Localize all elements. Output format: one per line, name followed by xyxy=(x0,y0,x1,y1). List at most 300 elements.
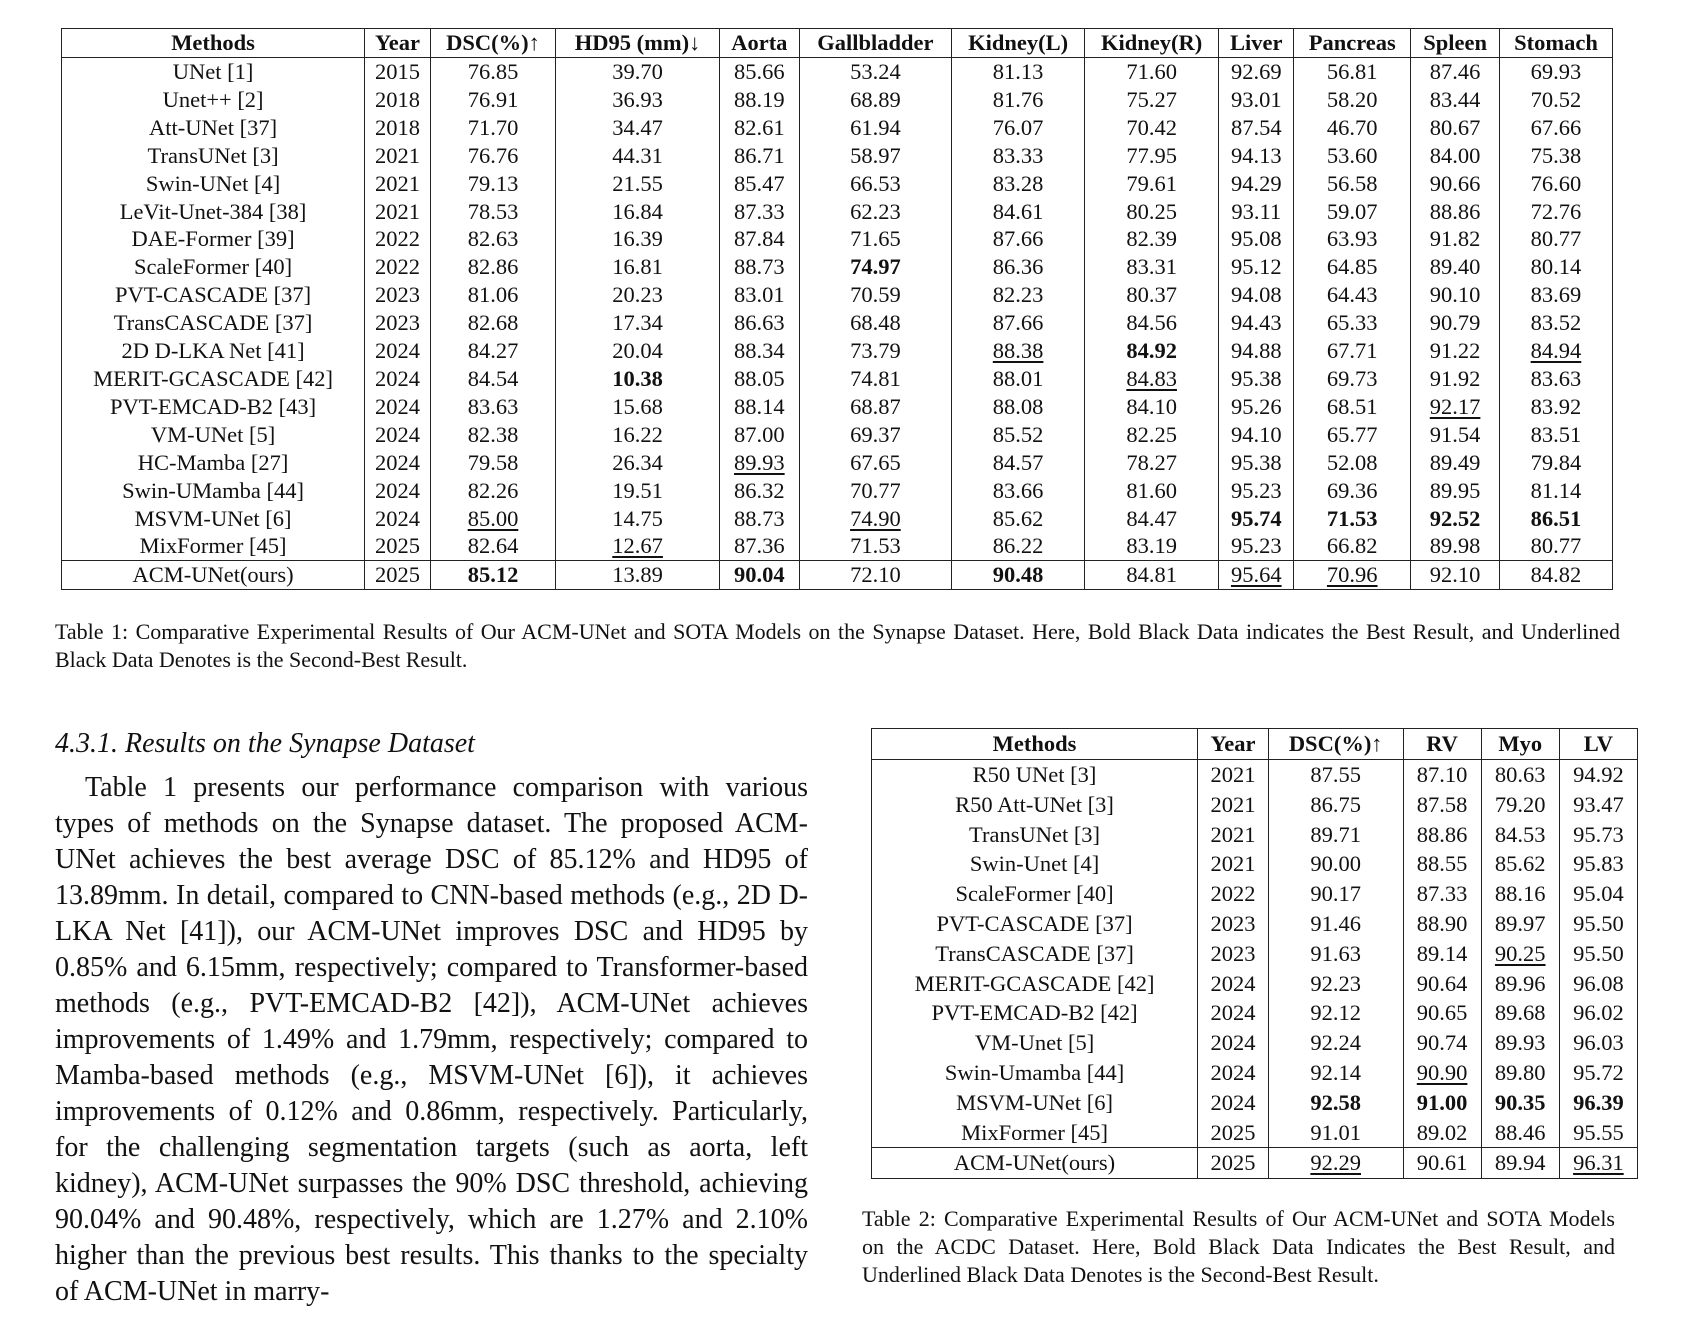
value-cell: 85.62 xyxy=(952,505,1085,533)
value-cell: 79.13 xyxy=(430,170,555,198)
value-cell: 2022 xyxy=(1198,879,1269,909)
value-cell: 92.69 xyxy=(1219,58,1294,86)
value-cell: 69.36 xyxy=(1294,477,1411,505)
value-cell: 2018 xyxy=(365,86,431,114)
value-cell: 67.71 xyxy=(1294,337,1411,365)
value-cell: 14.75 xyxy=(556,505,720,533)
value-cell: 88.08 xyxy=(952,393,1085,421)
method-cell: VM-UNet [5] xyxy=(62,421,365,449)
synapse-results-table xyxy=(61,28,1613,590)
table-header-row xyxy=(872,729,1638,760)
value-cell: 95.83 xyxy=(1559,849,1637,879)
value-cell: 80.77 xyxy=(1499,225,1612,253)
value-cell: 16.22 xyxy=(556,421,720,449)
value-cell: 82.61 xyxy=(720,114,799,142)
column-header: Kidney(L) xyxy=(952,29,1085,58)
value-cell: 92.10 xyxy=(1411,561,1500,590)
value-cell: 84.82 xyxy=(1499,561,1612,590)
value-cell: 2024 xyxy=(365,421,431,449)
value-cell: 76.60 xyxy=(1499,170,1612,198)
method-cell: Swin-Umamba [44] xyxy=(872,1058,1198,1088)
value-cell: 82.68 xyxy=(430,309,555,337)
value-cell: 90.79 xyxy=(1411,309,1500,337)
value-cell: 90.25 xyxy=(1481,939,1559,969)
value-cell: 83.31 xyxy=(1085,253,1219,281)
value-cell: 91.22 xyxy=(1411,337,1500,365)
acdc-results-table xyxy=(871,728,1638,1179)
method-cell: Swin-UNet [4] xyxy=(62,170,365,198)
method-cell: R50 UNet [3] xyxy=(872,760,1198,790)
value-cell: 83.66 xyxy=(952,477,1085,505)
value-cell: 83.63 xyxy=(1499,365,1612,393)
value-cell: 2024 xyxy=(365,449,431,477)
table-row xyxy=(62,337,1613,365)
value-cell: 56.81 xyxy=(1294,58,1411,86)
value-cell: 76.07 xyxy=(952,114,1085,142)
value-cell: 85.12 xyxy=(430,561,555,590)
value-cell: 91.54 xyxy=(1411,421,1500,449)
value-cell: 84.53 xyxy=(1481,820,1559,850)
value-cell: 79.84 xyxy=(1499,449,1612,477)
value-cell: 62.23 xyxy=(799,198,952,226)
table-row xyxy=(872,939,1638,969)
table-row xyxy=(62,198,1613,226)
column-header: Myo xyxy=(1481,729,1559,760)
value-cell: 88.34 xyxy=(720,337,799,365)
value-cell: 89.97 xyxy=(1481,909,1559,939)
value-cell: 71.70 xyxy=(430,114,555,142)
method-cell: UNet [1] xyxy=(62,58,365,86)
column-header: Methods xyxy=(872,729,1198,760)
value-cell: 78.53 xyxy=(430,198,555,226)
value-cell: 79.58 xyxy=(430,449,555,477)
method-cell: MERIT-GCASCADE [42] xyxy=(872,969,1198,999)
value-cell: 2025 xyxy=(365,532,431,560)
table-row xyxy=(872,1118,1638,1148)
value-cell: 82.86 xyxy=(430,253,555,281)
value-cell: 53.24 xyxy=(799,58,952,86)
value-cell: 58.20 xyxy=(1294,86,1411,114)
value-cell: 88.86 xyxy=(1411,198,1500,226)
method-cell: DAE-Former [39] xyxy=(62,225,365,253)
method-cell: PVT-EMCAD-B2 [42] xyxy=(872,998,1198,1028)
method-cell: TransCASCADE [37] xyxy=(62,309,365,337)
value-cell: 84.81 xyxy=(1085,561,1219,590)
value-cell: 2023 xyxy=(365,281,431,309)
value-cell: 96.03 xyxy=(1559,1028,1637,1058)
value-cell: 2025 xyxy=(1198,1118,1269,1148)
table-row xyxy=(62,58,1613,86)
value-cell: 89.14 xyxy=(1403,939,1481,969)
value-cell: 88.19 xyxy=(720,86,799,114)
value-cell: 91.82 xyxy=(1411,225,1500,253)
column-header: Aorta xyxy=(720,29,799,58)
value-cell: 87.58 xyxy=(1403,790,1481,820)
value-cell: 85.47 xyxy=(720,170,799,198)
value-cell: 69.37 xyxy=(799,421,952,449)
value-cell: 79.20 xyxy=(1481,790,1559,820)
value-cell: 85.52 xyxy=(952,421,1085,449)
value-cell: 95.64 xyxy=(1219,561,1294,590)
method-cell: ACM-UNet(ours) xyxy=(62,561,365,590)
value-cell: 84.10 xyxy=(1085,393,1219,421)
value-cell: 89.93 xyxy=(720,449,799,477)
table-row xyxy=(62,309,1613,337)
value-cell: 88.01 xyxy=(952,365,1085,393)
value-cell: 82.25 xyxy=(1085,421,1219,449)
value-cell: 88.14 xyxy=(720,393,799,421)
value-cell: 86.22 xyxy=(952,532,1085,560)
value-cell: 87.33 xyxy=(1403,879,1481,909)
value-cell: 94.88 xyxy=(1219,337,1294,365)
value-cell: 95.08 xyxy=(1219,225,1294,253)
value-cell: 92.12 xyxy=(1268,998,1403,1028)
table-row xyxy=(62,253,1613,281)
value-cell: 88.05 xyxy=(720,365,799,393)
column-header: Kidney(R) xyxy=(1085,29,1219,58)
value-cell: 90.35 xyxy=(1481,1088,1559,1118)
section-heading: 4.3.1. Results on the Synapse Dataset xyxy=(55,728,475,759)
value-cell: 89.49 xyxy=(1411,449,1500,477)
value-cell: 34.47 xyxy=(556,114,720,142)
value-cell: 2023 xyxy=(1198,939,1269,969)
paragraph-text: Table 1 presents our performance comparison with various types of methods on the Synapse dataset. The proposed ACM-UNet achieves the best average DSC of 85.12% and HD95 of 13.89mm. In detail, compared to CNN-based methods (e.g., 2D D-LKA Net [41]), our ACM-UNet improves DSC and HD95 by 0.85% and 6.15mm, respectively; compared to Transformer-based methods (e.g., PVT-EMCAD-B2 [42]), ACM-UNet achieves improvements of 1.49% and 1.79mm, respectively; compared to Mamba-based methods (e.g., MSVM-UNet [6]), it achieves improvements of 0.12% and 0.86mm, respectively. Particularly, for the challenging segmentation targets (such as aorta, left kidney), ACM-UNet surpasses the 90% DSC threshold, achieving 90.04% and 90.48%, respectively, which are 1.27% and 2.10% higher than the previous best results. This thanks to the specialty of ACM-UNet in marry- xyxy=(55,772,808,1307)
column-header: Pancreas xyxy=(1294,29,1411,58)
value-cell: 86.75 xyxy=(1268,790,1403,820)
table-row xyxy=(872,760,1638,790)
value-cell: 19.51 xyxy=(556,477,720,505)
method-cell: HC-Mamba [27] xyxy=(62,449,365,477)
value-cell: 68.51 xyxy=(1294,393,1411,421)
value-cell: 92.52 xyxy=(1411,505,1500,533)
value-cell: 80.77 xyxy=(1499,532,1612,560)
table-row xyxy=(872,969,1638,999)
value-cell: 93.01 xyxy=(1219,86,1294,114)
value-cell: 20.04 xyxy=(556,337,720,365)
table-row xyxy=(872,790,1638,820)
value-cell: 85.62 xyxy=(1481,849,1559,879)
value-cell: 2024 xyxy=(1198,1088,1269,1118)
value-cell: 83.01 xyxy=(720,281,799,309)
value-cell: 70.96 xyxy=(1294,561,1411,590)
value-cell: 58.97 xyxy=(799,142,952,170)
value-cell: 80.14 xyxy=(1499,253,1612,281)
column-header: Gallbladder xyxy=(799,29,952,58)
value-cell: 67.65 xyxy=(799,449,952,477)
value-cell: 88.55 xyxy=(1403,849,1481,879)
table-row xyxy=(62,281,1613,309)
value-cell: 80.37 xyxy=(1085,281,1219,309)
value-cell: 89.93 xyxy=(1481,1028,1559,1058)
method-cell: Swin-Unet [4] xyxy=(872,849,1198,879)
value-cell: 26.34 xyxy=(556,449,720,477)
value-cell: 70.52 xyxy=(1499,86,1612,114)
value-cell: 74.90 xyxy=(799,505,952,533)
table-header-row xyxy=(62,29,1613,58)
value-cell: 12.67 xyxy=(556,532,720,560)
value-cell: 84.83 xyxy=(1085,365,1219,393)
value-cell: 36.93 xyxy=(556,86,720,114)
value-cell: 70.42 xyxy=(1085,114,1219,142)
value-cell: 82.38 xyxy=(430,421,555,449)
method-cell: ACM-UNet(ours) xyxy=(872,1148,1198,1179)
value-cell: 2024 xyxy=(1198,1058,1269,1088)
value-cell: 2023 xyxy=(1198,909,1269,939)
value-cell: 93.47 xyxy=(1559,790,1637,820)
value-cell: 95.72 xyxy=(1559,1058,1637,1088)
value-cell: 82.63 xyxy=(430,225,555,253)
table-row xyxy=(872,1058,1638,1088)
method-cell: TransUNet [3] xyxy=(872,820,1198,850)
value-cell: 69.73 xyxy=(1294,365,1411,393)
value-cell: 92.23 xyxy=(1268,969,1403,999)
value-cell: 84.61 xyxy=(952,198,1085,226)
value-cell: 53.60 xyxy=(1294,142,1411,170)
value-cell: 87.36 xyxy=(720,532,799,560)
value-cell: 94.08 xyxy=(1219,281,1294,309)
value-cell: 16.84 xyxy=(556,198,720,226)
value-cell: 83.51 xyxy=(1499,421,1612,449)
value-cell: 2025 xyxy=(1198,1148,1269,1179)
column-header: Methods xyxy=(62,29,365,58)
method-cell: Unet++ [2] xyxy=(62,86,365,114)
table-row xyxy=(62,365,1613,393)
value-cell: 88.73 xyxy=(720,505,799,533)
table-row xyxy=(62,142,1613,170)
table-row xyxy=(62,114,1613,142)
value-cell: 87.66 xyxy=(952,225,1085,253)
table-row xyxy=(872,849,1638,879)
value-cell: 83.69 xyxy=(1499,281,1612,309)
value-cell: 95.26 xyxy=(1219,393,1294,421)
value-cell: 96.39 xyxy=(1559,1088,1637,1118)
value-cell: 80.67 xyxy=(1411,114,1500,142)
value-cell: 91.01 xyxy=(1268,1118,1403,1148)
value-cell: 90.04 xyxy=(720,561,799,590)
value-cell: 92.24 xyxy=(1268,1028,1403,1058)
value-cell: 90.17 xyxy=(1268,879,1403,909)
method-cell: 2D D-LKA Net [41] xyxy=(62,337,365,365)
value-cell: 87.54 xyxy=(1219,114,1294,142)
value-cell: 89.02 xyxy=(1403,1118,1481,1148)
value-cell: 91.63 xyxy=(1268,939,1403,969)
value-cell: 87.33 xyxy=(720,198,799,226)
value-cell: 65.33 xyxy=(1294,309,1411,337)
value-cell: 2024 xyxy=(365,365,431,393)
method-cell: MixFormer [45] xyxy=(872,1118,1198,1148)
value-cell: 90.64 xyxy=(1403,969,1481,999)
value-cell: 76.91 xyxy=(430,86,555,114)
value-cell: 90.74 xyxy=(1403,1028,1481,1058)
value-cell: 81.06 xyxy=(430,281,555,309)
value-cell: 88.86 xyxy=(1403,820,1481,850)
value-cell: 82.26 xyxy=(430,477,555,505)
method-cell: Swin-UMamba [44] xyxy=(62,477,365,505)
value-cell: 95.55 xyxy=(1559,1118,1637,1148)
value-cell: 90.61 xyxy=(1403,1148,1481,1179)
value-cell: 2022 xyxy=(365,253,431,281)
value-cell: 2021 xyxy=(1198,790,1269,820)
value-cell: 89.71 xyxy=(1268,820,1403,850)
value-cell: 63.93 xyxy=(1294,225,1411,253)
value-cell: 82.39 xyxy=(1085,225,1219,253)
value-cell: 84.47 xyxy=(1085,505,1219,533)
method-cell: MSVM-UNet [6] xyxy=(62,505,365,533)
column-header: LV xyxy=(1559,729,1637,760)
section-paragraph xyxy=(55,770,808,1310)
value-cell: 95.73 xyxy=(1559,820,1637,850)
value-cell: 71.53 xyxy=(1294,505,1411,533)
column-header: Spleen xyxy=(1411,29,1500,58)
value-cell: 64.85 xyxy=(1294,253,1411,281)
value-cell: 95.74 xyxy=(1219,505,1294,533)
value-cell: 76.85 xyxy=(430,58,555,86)
value-cell: 85.66 xyxy=(720,58,799,86)
value-cell: 95.12 xyxy=(1219,253,1294,281)
value-cell: 70.59 xyxy=(799,281,952,309)
method-cell: ScaleFormer [40] xyxy=(872,879,1198,909)
value-cell: 2025 xyxy=(365,561,431,590)
value-cell: 2024 xyxy=(365,393,431,421)
value-cell: 87.55 xyxy=(1268,760,1403,790)
column-header: HD95 (mm)↓ xyxy=(556,29,720,58)
value-cell: 95.50 xyxy=(1559,909,1637,939)
value-cell: 84.92 xyxy=(1085,337,1219,365)
value-cell: 66.53 xyxy=(799,170,952,198)
value-cell: 81.13 xyxy=(952,58,1085,86)
value-cell: 2021 xyxy=(1198,849,1269,879)
value-cell: 83.44 xyxy=(1411,86,1500,114)
value-cell: 83.19 xyxy=(1085,532,1219,560)
table-row xyxy=(872,879,1638,909)
value-cell: 82.64 xyxy=(430,532,555,560)
value-cell: 88.46 xyxy=(1481,1118,1559,1148)
value-cell: 90.90 xyxy=(1403,1058,1481,1088)
value-cell: 90.66 xyxy=(1411,170,1500,198)
method-cell: PVT-EMCAD-B2 [43] xyxy=(62,393,365,421)
table-row xyxy=(872,998,1638,1028)
column-header: RV xyxy=(1403,729,1481,760)
table-row xyxy=(872,1088,1638,1118)
value-cell: 78.27 xyxy=(1085,449,1219,477)
value-cell: 88.90 xyxy=(1403,909,1481,939)
value-cell: 89.98 xyxy=(1411,532,1500,560)
method-cell: MSVM-UNet [6] xyxy=(872,1088,1198,1118)
table-row xyxy=(62,86,1613,114)
table2-caption: Table 2: Comparative Experimental Results of Our ACM-UNet and SOTA Models on the ACDC Dataset. Here, Bold Black Data Indicates the Best Result, and Underlined Black Data Denotes is the Second-Best Result. xyxy=(862,1206,1615,1287)
value-cell: 2018 xyxy=(365,114,431,142)
value-cell: 64.43 xyxy=(1294,281,1411,309)
value-cell: 92.14 xyxy=(1268,1058,1403,1088)
value-cell: 10.38 xyxy=(556,365,720,393)
value-cell: 89.40 xyxy=(1411,253,1500,281)
value-cell: 87.46 xyxy=(1411,58,1500,86)
value-cell: 69.93 xyxy=(1499,58,1612,86)
value-cell: 88.16 xyxy=(1481,879,1559,909)
table-row xyxy=(62,532,1613,560)
value-cell: 20.23 xyxy=(556,281,720,309)
value-cell: 75.27 xyxy=(1085,86,1219,114)
value-cell: 71.53 xyxy=(799,532,952,560)
value-cell: 65.77 xyxy=(1294,421,1411,449)
value-cell: 83.28 xyxy=(952,170,1085,198)
value-cell: 72.10 xyxy=(799,561,952,590)
value-cell: 16.39 xyxy=(556,225,720,253)
value-cell: 89.95 xyxy=(1411,477,1500,505)
table-row xyxy=(62,561,1613,590)
value-cell: 89.80 xyxy=(1481,1058,1559,1088)
value-cell: 95.50 xyxy=(1559,939,1637,969)
table1-caption: Table 1: Comparative Experimental Results of Our ACM-UNet and SOTA Models on the Synapse Dataset. Here, Bold Black Data indicates the Best Result, and Underlined Black Data Denotes is the Second-Best Result. xyxy=(55,619,1620,672)
value-cell: 74.97 xyxy=(799,253,952,281)
column-header: DSC(%)↑ xyxy=(430,29,555,58)
value-cell: 93.11 xyxy=(1219,198,1294,226)
value-cell: 83.63 xyxy=(430,393,555,421)
value-cell: 88.38 xyxy=(952,337,1085,365)
value-cell: 80.63 xyxy=(1481,760,1559,790)
value-cell: 76.76 xyxy=(430,142,555,170)
value-cell: 89.94 xyxy=(1481,1148,1559,1179)
value-cell: 2024 xyxy=(1198,998,1269,1028)
method-cell: TransUNet [3] xyxy=(62,142,365,170)
table-row xyxy=(62,449,1613,477)
value-cell: 2024 xyxy=(365,505,431,533)
method-cell: ScaleFormer [40] xyxy=(62,253,365,281)
value-cell: 79.61 xyxy=(1085,170,1219,198)
method-cell: MixFormer [45] xyxy=(62,532,365,560)
value-cell: 90.10 xyxy=(1411,281,1500,309)
value-cell: 2021 xyxy=(365,142,431,170)
value-cell: 95.23 xyxy=(1219,477,1294,505)
value-cell: 84.27 xyxy=(430,337,555,365)
value-cell: 87.10 xyxy=(1403,760,1481,790)
value-cell: 77.95 xyxy=(1085,142,1219,170)
value-cell: 39.70 xyxy=(556,58,720,86)
value-cell: 94.92 xyxy=(1559,760,1637,790)
table-body xyxy=(872,760,1638,1179)
value-cell: 91.00 xyxy=(1403,1088,1481,1118)
value-cell: 92.29 xyxy=(1268,1148,1403,1179)
value-cell: 83.52 xyxy=(1499,309,1612,337)
value-cell: 2022 xyxy=(365,225,431,253)
table-row xyxy=(872,820,1638,850)
method-cell: MERIT-GCASCADE [42] xyxy=(62,365,365,393)
value-cell: 84.00 xyxy=(1411,142,1500,170)
value-cell: 2024 xyxy=(365,337,431,365)
table-row xyxy=(872,1028,1638,1058)
method-cell: Att-UNet [37] xyxy=(62,114,365,142)
value-cell: 96.31 xyxy=(1559,1148,1637,1179)
value-cell: 71.60 xyxy=(1085,58,1219,86)
method-cell: PVT-CASCADE [37] xyxy=(872,909,1198,939)
value-cell: 2024 xyxy=(1198,1028,1269,1058)
column-header: DSC(%)↑ xyxy=(1268,729,1403,760)
value-cell: 94.43 xyxy=(1219,309,1294,337)
value-cell: 75.38 xyxy=(1499,142,1612,170)
column-header: Year xyxy=(1198,729,1269,760)
value-cell: 86.36 xyxy=(952,253,1085,281)
value-cell: 90.65 xyxy=(1403,998,1481,1028)
value-cell: 2024 xyxy=(1198,969,1269,999)
method-cell: TransCASCADE [37] xyxy=(872,939,1198,969)
value-cell: 87.84 xyxy=(720,225,799,253)
value-cell: 94.13 xyxy=(1219,142,1294,170)
value-cell: 44.31 xyxy=(556,142,720,170)
value-cell: 74.81 xyxy=(799,365,952,393)
value-cell: 92.17 xyxy=(1411,393,1500,421)
method-cell: R50 Att-UNet [3] xyxy=(872,790,1198,820)
value-cell: 86.63 xyxy=(720,309,799,337)
